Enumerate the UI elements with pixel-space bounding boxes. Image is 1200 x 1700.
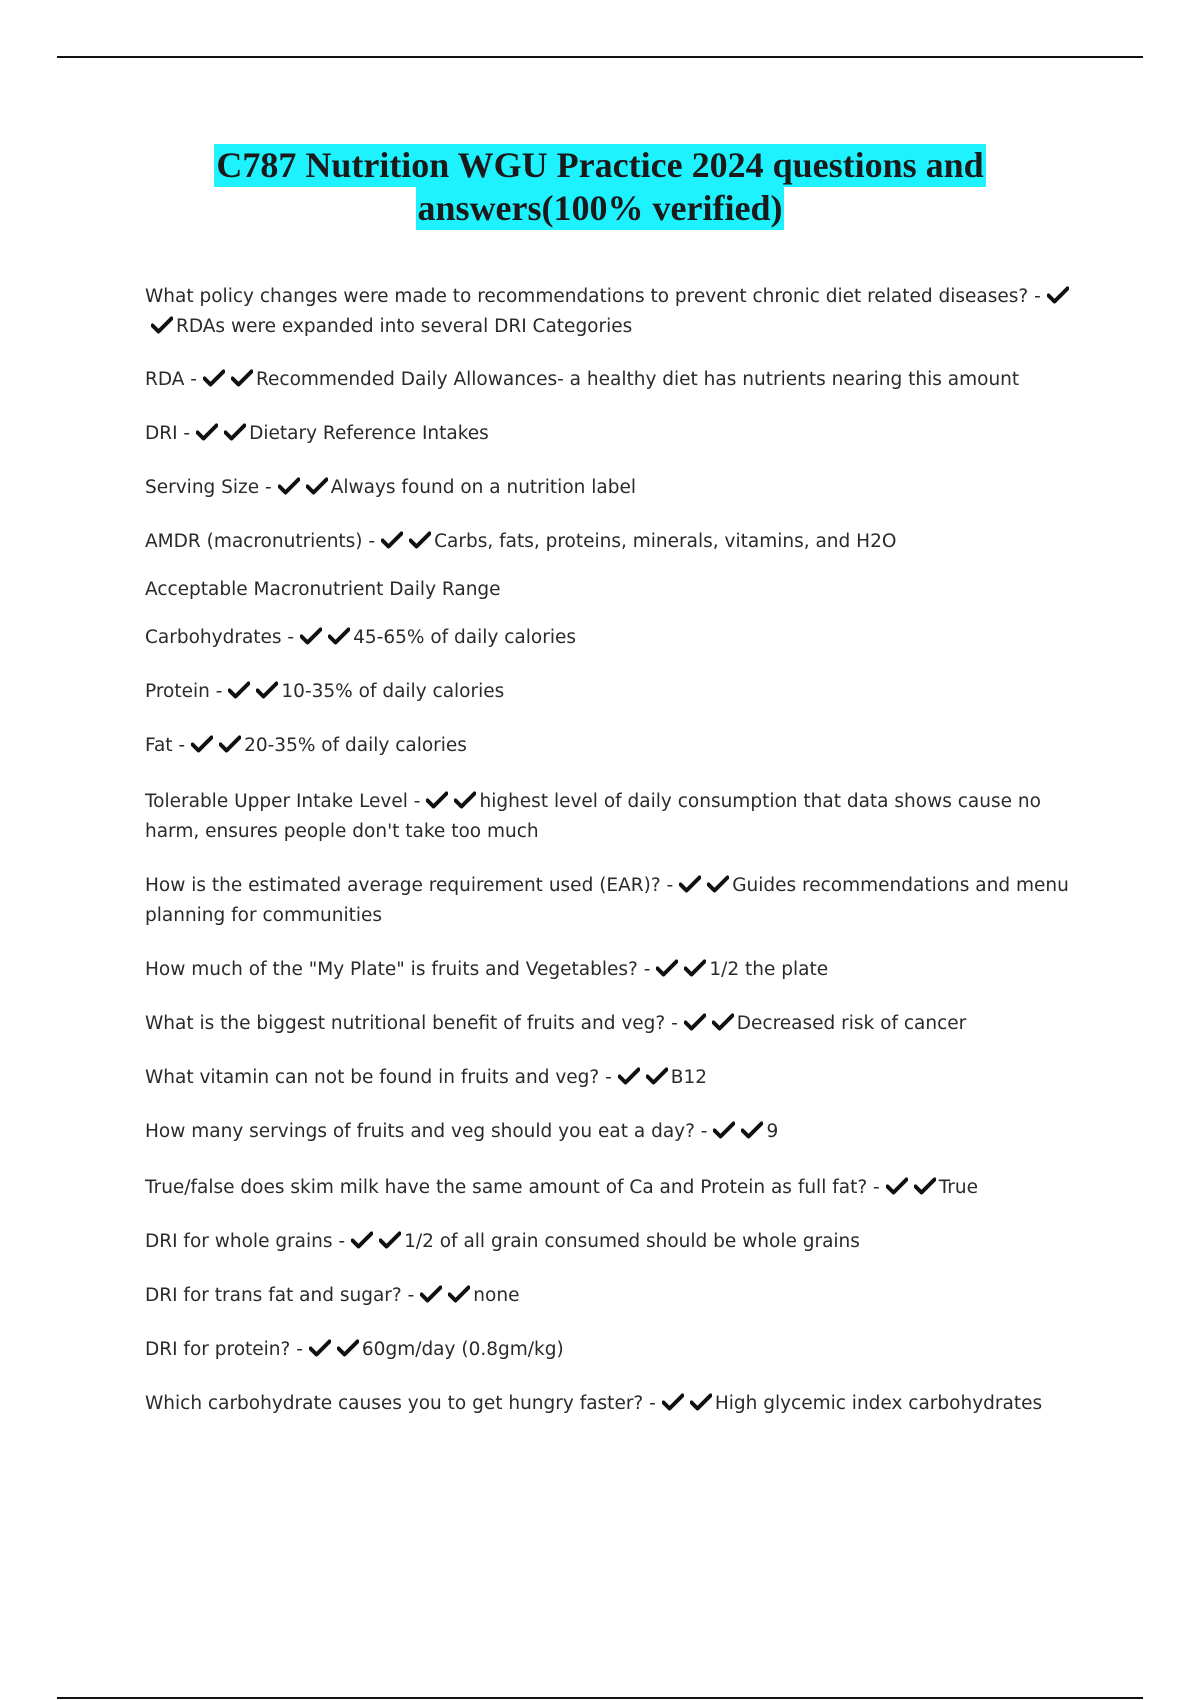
question-text: DRI for whole grains - [145, 1231, 346, 1252]
qa-item [145, 787, 1095, 847]
check-mark-icon [224, 423, 246, 441]
answer-text: Carbs, fats, proteins, minerals, vitamins, and H2O [434, 531, 897, 552]
qa-item [145, 623, 1095, 653]
answer-text: none [473, 1285, 520, 1306]
question-text: True/false does skim milk have the same amount of Ca and Protein as full fat? - [145, 1177, 880, 1198]
answer-text: Dietary Reference Intakes [249, 423, 489, 444]
title-line-2: answers(100% verified) [417, 188, 783, 228]
qa-item [145, 282, 1095, 342]
qa-item [145, 1063, 1095, 1093]
check-mark-icon [448, 1285, 470, 1303]
qa-item [145, 1227, 1095, 1257]
check-mark-icon [256, 681, 278, 699]
question-text: What policy changes were made to recommendations to prevent chronic diet related diseases? - [145, 286, 1041, 307]
answer-text: RDAs were expanded into several DRI Categories [176, 316, 633, 337]
check-mark-icon [454, 791, 476, 809]
answer-text: 60gm/day (0.8gm/kg) [361, 1339, 564, 1360]
check-mark-icon [191, 735, 213, 753]
answer-text: Recommended Daily Allowances- a healthy diet has nutrients nearing this amount [256, 369, 1020, 390]
check-mark-icon [231, 369, 253, 387]
question-text: Tolerable Upper Intake Level - [145, 791, 421, 812]
check-mark-icon [656, 959, 678, 977]
check-mark-icon [690, 1393, 712, 1411]
check-mark-icon [1047, 286, 1069, 304]
question-text: How many servings of fruits and veg should you eat a day? - [145, 1121, 708, 1142]
top-divider [57, 56, 1143, 58]
question-text: Carbohydrates - [145, 627, 295, 648]
answer-text: 45-65% of daily calories [353, 627, 576, 648]
qa-item [145, 1281, 1095, 1311]
check-mark-icon [886, 1177, 908, 1195]
check-mark-icon [420, 1285, 442, 1303]
check-mark-icon [618, 1067, 640, 1085]
answer-text: 1/2 of all grain consumed should be whole grains [404, 1231, 860, 1252]
answer-text: Decreased risk of cancer [736, 1013, 967, 1034]
qa-item [145, 473, 1095, 503]
qa-item [145, 871, 1095, 931]
answer-text: High glycemic index carbohydrates [714, 1393, 1043, 1414]
check-mark-icon [228, 681, 250, 699]
answer-text: 20-35% of daily calories [244, 735, 467, 756]
check-mark-icon [337, 1339, 359, 1357]
check-mark-icon [646, 1067, 668, 1085]
check-mark-icon [219, 735, 241, 753]
check-mark-icon [684, 1013, 706, 1031]
check-mark-icon [300, 627, 322, 645]
question-text: What is the biggest nutritional benefit of fruits and veg? - [145, 1013, 678, 1034]
answer-text: 1/2 the plate [709, 959, 829, 980]
qa-item [145, 677, 1095, 707]
question-text: RDA - [145, 369, 197, 390]
question-text: AMDR (macronutrients) - [145, 531, 376, 552]
check-mark-icon [712, 1013, 734, 1031]
check-mark-icon [203, 369, 225, 387]
title-line-1: C787 Nutrition WGU Practice 2024 questions and [216, 145, 984, 185]
check-mark-icon [741, 1121, 763, 1139]
answer-text: 10-35% of daily calories [281, 681, 505, 702]
qa-item [145, 955, 1095, 985]
check-mark-icon [914, 1177, 936, 1195]
check-mark-icon [306, 477, 328, 495]
qa-item [145, 1335, 1095, 1365]
document-title [0, 144, 1200, 230]
check-mark-icon [328, 627, 350, 645]
answer-text: Guides recommendations and menu planning for communities [145, 875, 1069, 926]
check-mark-icon [379, 1231, 401, 1249]
qa-item [145, 527, 1095, 557]
question-text: What vitamin can not be found in fruits and veg? - [145, 1067, 612, 1088]
check-mark-icon [381, 531, 403, 549]
qa-item [145, 1389, 1095, 1419]
question-text: How is the estimated average requirement used (EAR)? - [145, 875, 674, 896]
question-text: How much of the "My Plate" is fruits and Vegetables? - [145, 959, 651, 980]
qa-item [145, 1009, 1095, 1039]
question-text: DRI for protein? - [145, 1339, 303, 1360]
check-mark-icon [151, 316, 173, 334]
answer-text: True [938, 1177, 978, 1198]
question-text: DRI - [145, 423, 191, 444]
qa-item [145, 1173, 1095, 1203]
qa-list [145, 282, 1095, 1419]
question-text: DRI for trans fat and sugar? - [145, 1285, 415, 1306]
check-mark-icon [351, 1231, 373, 1249]
qa-item [145, 365, 1095, 395]
qa-item [145, 575, 1095, 605]
check-mark-icon [309, 1339, 331, 1357]
answer-text: B12 [670, 1067, 708, 1088]
check-mark-icon [426, 791, 448, 809]
check-mark-icon [679, 875, 701, 893]
qa-item [145, 419, 1095, 449]
qa-item [145, 1117, 1095, 1147]
answer-text: highest level of daily consumption that data shows cause no harm, ensures people don't take too much [145, 791, 1041, 842]
check-mark-icon [684, 959, 706, 977]
question-text: Serving Size - [145, 477, 272, 498]
answer-text: 9 [766, 1121, 779, 1142]
check-mark-icon [713, 1121, 735, 1139]
check-mark-icon [662, 1393, 684, 1411]
bottom-divider [57, 1697, 1143, 1699]
qa-item [145, 731, 1095, 761]
answer-text: Always found on a nutrition label [330, 477, 636, 498]
question-text: Acceptable Macronutrient Daily Range [145, 579, 501, 600]
question-text: Fat - [145, 735, 186, 756]
question-text: Which carbohydrate causes you to get hungry faster? - [145, 1393, 656, 1414]
check-mark-icon [707, 875, 729, 893]
check-mark-icon [196, 423, 218, 441]
check-mark-icon [409, 531, 431, 549]
question-text: Protein - [145, 681, 223, 702]
check-mark-icon [278, 477, 300, 495]
